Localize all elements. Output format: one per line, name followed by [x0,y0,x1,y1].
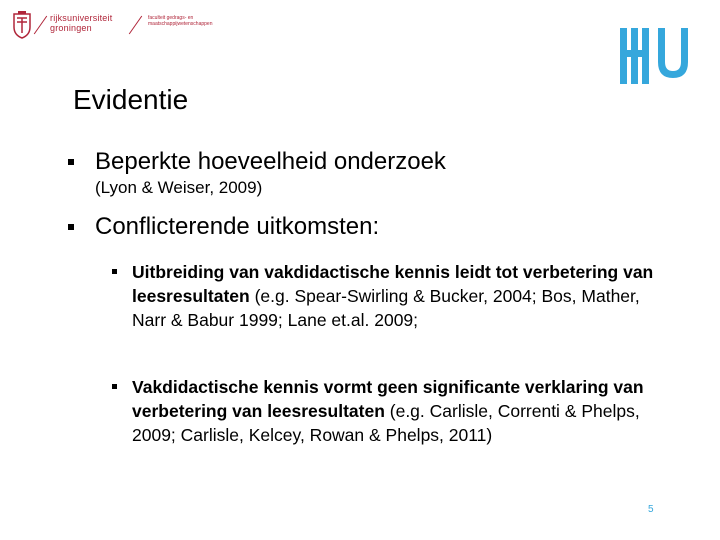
sub-bullet-citation: (e.g. Spear-Swirling & Bucker, 2004; Bos, Mather, Narr & Babur 1999; Lane et.al. 2009; [132,286,640,330]
bullet-marker [68,159,74,165]
rug-separator [34,16,47,35]
page-number: 5 [648,504,654,515]
faculty-name: faculteit gedrags- en maatschappijwetenschappen [148,15,213,27]
rug-logo [10,10,213,44]
sub-bullet-marker [112,269,117,274]
page-title: Evidentie [73,84,189,115]
hu-logo-icon [618,24,692,86]
faculty-separator [129,16,142,35]
rug-crest-icon [12,11,32,39]
bullet-marker [68,224,74,230]
bullet-citation: (Lyon & Weiser, 2009) [95,178,263,197]
sub-bullet-citation: (e.g. Carlisle, Correnti & Phelps, 2009; Carlisle, Kelcey, Rowan & Phelps, 2011) [132,401,640,445]
sub-bullet-text [132,260,677,332]
sub-bullet-claim: Uitbreiding van vakdidactische kennis leidt tot verbetering van leesresultaten [132,262,654,306]
sub-bullet-marker [112,384,117,389]
university-name: rijksuniversiteit groningen [50,13,113,33]
bullet-text: Beperkte hoeveelheid onderzoek [95,148,446,175]
sub-bullet-claim: Vakdidactische kennis vormt geen significante verklaring van verbetering van leesresultaten [132,377,644,421]
bullet-text: Conflicterende uitkomsten: [95,213,380,240]
sub-bullet-text [132,375,677,447]
